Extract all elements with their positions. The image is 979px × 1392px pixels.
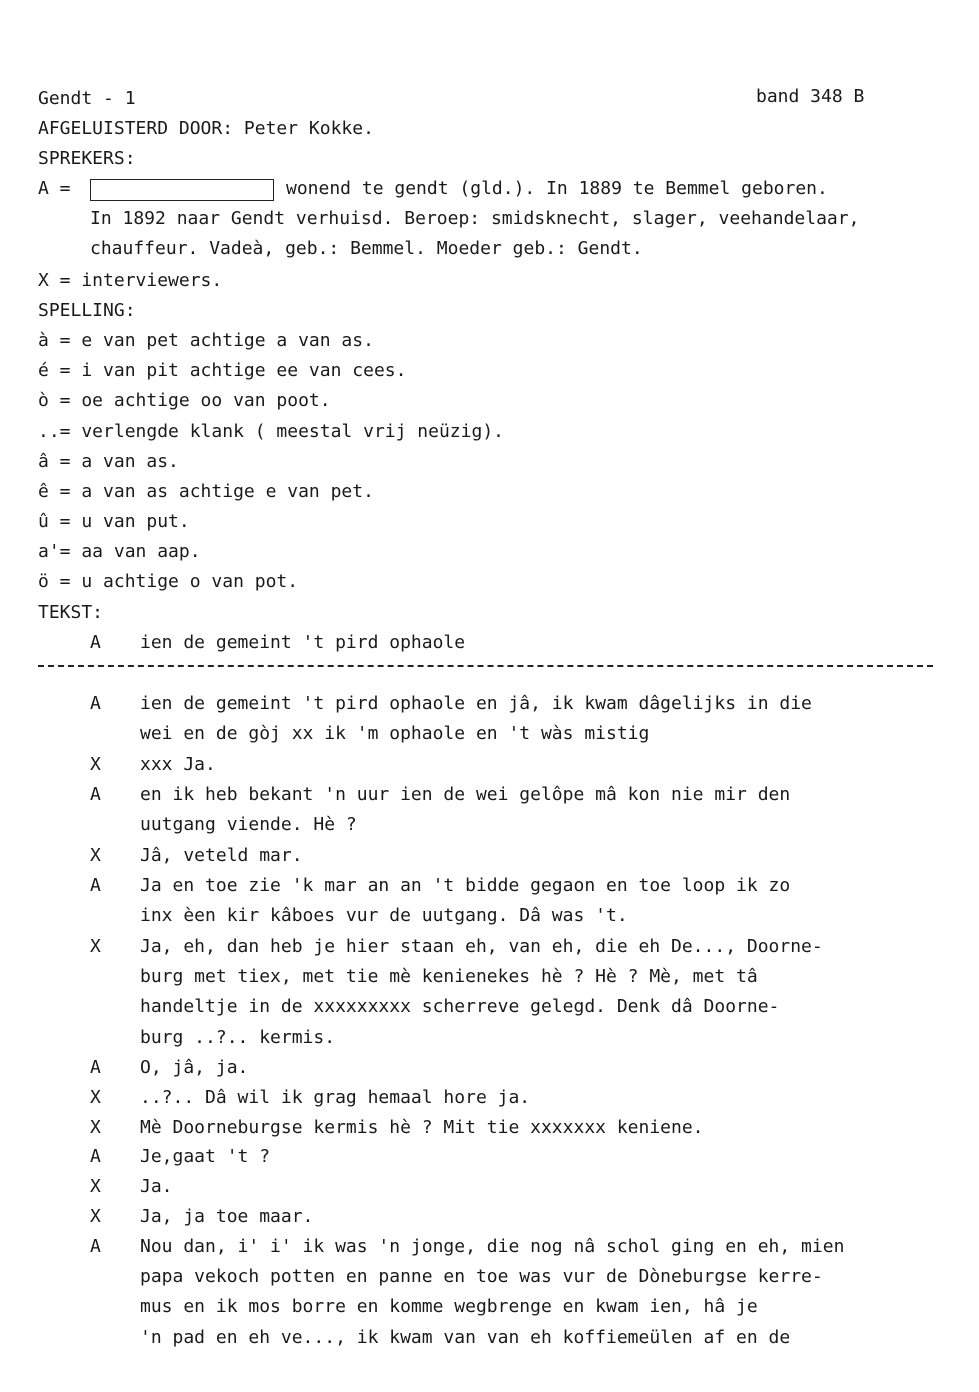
speaker-label: X — [90, 1176, 101, 1197]
utterance — [140, 1172, 940, 1202]
utterance — [140, 932, 940, 1053]
speaker-label: X — [90, 1117, 101, 1138]
speaker-x: X = interviewers. — [38, 270, 223, 291]
utterance-line: handeltje in de xxxxxxxxx scherreve gelegd. Denk dâ Doorne- — [140, 996, 780, 1018]
utterance-line: uutgang viende. Hè ? — [140, 814, 357, 836]
speaker-a-line1: wonend te gendt (gld.). In 1889 te Bemmel geboren. — [286, 178, 828, 199]
utterance — [140, 1083, 940, 1113]
utterance — [140, 1202, 940, 1232]
utterance-line: wei en de gòj xx ik 'm ophaole en 't wàs mistig — [140, 723, 650, 745]
dashed-separator — [38, 665, 933, 667]
utterance-line: 'n pad en eh ve..., ik kwam van van eh koffiemeülen af en de — [140, 1326, 791, 1348]
spelling-rule: ö = u achtige o van pot. — [38, 571, 299, 592]
spelling-rule: û = u van put. — [38, 511, 190, 532]
utterance — [140, 780, 940, 840]
speaker-a-line2: In 1892 naar Gendt verhuisd. Beroep: smidsknecht, slager, veehandelaar, — [90, 208, 860, 229]
listened-by: AFGELUISTERD DOOR: Peter Kokke. — [38, 118, 374, 139]
utterance — [140, 1142, 940, 1172]
spelling-rule: a'= aa van aap. — [38, 541, 201, 562]
utterance-line: ..?.. Dâ wil ik grag hemaal hore ja. — [140, 1087, 531, 1108]
utterance — [140, 871, 940, 931]
utterance-line: Ja en toe zie 'k mar an an 't bidde gegaon en toe loop ik zo — [140, 875, 791, 896]
utterance — [140, 1053, 940, 1083]
utterance-line: Je,gaat 't ? — [140, 1146, 271, 1167]
utterance-line: Ja, eh, dan heb je hier staan eh, van eh, die eh De..., Doorne- — [140, 936, 823, 957]
utterance-line: Nou dan, i' i' ik was 'n jonge, die nog nâ schol ging en eh, mien — [140, 1236, 845, 1257]
utterance-line: Ja. — [140, 1176, 173, 1197]
utterance-line: Mè Doorneburgse kermis hè ? Mit tie xxxxxxx keniene. — [140, 1117, 704, 1138]
document-title: Gendt - 1 — [38, 88, 136, 109]
utterance-line: Ja, ja toe maar. — [140, 1206, 314, 1227]
speaker-label: A — [90, 784, 101, 805]
utterance-line: xxx Ja. — [140, 754, 216, 775]
speaker-label: A — [90, 1146, 101, 1167]
utterance — [140, 841, 940, 871]
utterance — [140, 1113, 940, 1143]
spelling-rule: ê = a van as achtige e van pet. — [38, 481, 374, 502]
speaker-a-line3: chauffeur. Vadeà, geb.: Bemmel. Moeder geb.: Gendt. — [90, 238, 643, 259]
spelling-rule: â = a van as. — [38, 451, 179, 472]
spelling-rule: à = e van pet achtige a van as. — [38, 330, 374, 351]
speaker-label: X — [90, 1087, 101, 1108]
utterance-line: Jâ, veteld mar. — [140, 845, 303, 866]
speaker-label: X — [90, 1206, 101, 1227]
title-text: ien de gemeint 't pird ophaole — [140, 632, 466, 653]
speaker-label: A — [90, 875, 101, 896]
utterance — [140, 750, 940, 780]
speaker-label: A — [90, 1057, 101, 1078]
spelling-rule: ò = oe achtige oo van poot. — [38, 390, 331, 411]
text-heading: TEKST: — [38, 602, 104, 623]
utterance-line: ien de gemeint 't pird ophaole en jâ, ik kwam dâgelijks in die — [140, 693, 812, 714]
speakers-heading: SPREKERS: — [38, 148, 136, 169]
utterance — [140, 1232, 940, 1353]
speaker-label: X — [90, 936, 101, 957]
utterance-line: en ik heb bekant 'n uur ien de wei gelôpe mâ kon nie mir den — [140, 784, 791, 805]
utterance-line: mus en ik mos borre en komme wegbrenge en kwam ien, hâ je — [140, 1296, 758, 1318]
spelling-rule: ..= verlengde klank ( meestal vrij neüzig). — [38, 421, 504, 442]
tape-number: band 348 B — [756, 86, 865, 107]
speaker-a-prefix: A = — [38, 178, 71, 199]
speaker-label: A — [90, 693, 101, 714]
speaker-label: A — [90, 1236, 101, 1257]
utterance-line: papa vekoch potten en panne en toe was vur de Dòneburgse kerre- — [140, 1266, 823, 1288]
utterance-line: inx èen kir kâboes vur de uutgang. Dâ was 't. — [140, 905, 628, 927]
spelling-rule: é = i van pit achtige ee van cees. — [38, 360, 407, 381]
utterance-line: burg ..?.. kermis. — [140, 1026, 336, 1048]
utterance-line: O, jâ, ja. — [140, 1057, 249, 1078]
title-speaker: A — [90, 632, 101, 653]
speaker-label: X — [90, 845, 101, 866]
spelling-heading: SPELLING: — [38, 300, 136, 321]
speaker-label: X — [90, 754, 101, 775]
utterance-line: burg met tiex, met tie mè kenienekes hè ? Hè ? Mè, met tâ — [140, 966, 758, 988]
utterance — [140, 689, 940, 749]
redacted-name-box — [90, 179, 274, 201]
